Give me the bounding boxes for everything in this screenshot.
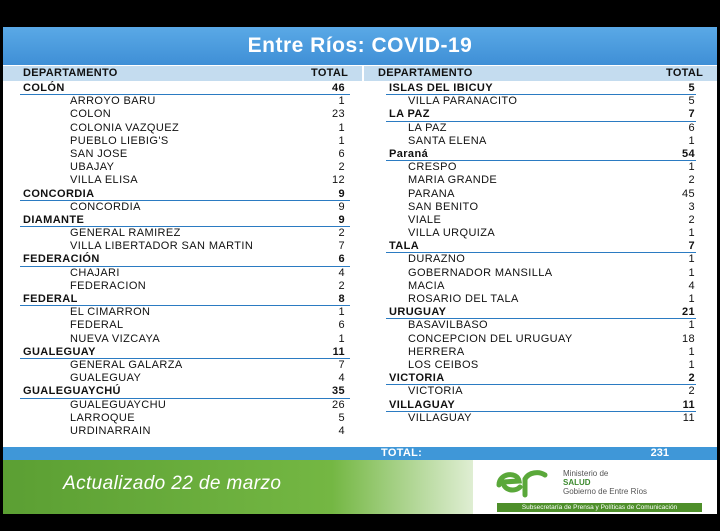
subsecretaria-bar (497, 503, 702, 512)
locality-name: GUALEGUAY (70, 372, 142, 385)
locality-name: HERRERA (408, 345, 465, 358)
department-row (20, 293, 350, 306)
case-count: 6 (338, 319, 345, 332)
locality-row (20, 95, 350, 108)
locality-row (20, 174, 350, 187)
department-row (20, 346, 350, 359)
locality-name: CRESPO (408, 161, 457, 174)
case-count: 5 (338, 411, 345, 424)
department-name: GUALEGUAYCHÚ (23, 385, 121, 398)
department-row (386, 108, 696, 121)
locality-row (20, 122, 350, 135)
locality-row (386, 122, 696, 135)
case-count: 11 (682, 398, 695, 411)
locality-name: VILLA URQUIZA (408, 227, 496, 240)
locality-name: MACIA (408, 279, 445, 292)
case-count: 54 (681, 147, 695, 160)
case-count: 7 (338, 240, 345, 253)
locality-name: FEDERACION (70, 279, 147, 292)
department-row (20, 214, 350, 227)
case-count: 6 (338, 253, 345, 266)
department-name: DIAMANTE (23, 213, 85, 226)
locality-row (20, 108, 350, 121)
case-count: 1 (338, 134, 345, 147)
updated-date: Actualizado 22 de marzo (63, 473, 282, 494)
header-departamento-right: DEPARTAMENTO (378, 67, 473, 79)
case-count: 23 (331, 108, 345, 121)
case-count: 2 (688, 213, 695, 226)
locality-row (20, 267, 350, 280)
salud-label: SALUD (563, 478, 591, 487)
department-row (20, 385, 350, 398)
case-count: 9 (338, 213, 345, 226)
case-count: 18 (681, 332, 695, 345)
department-row (386, 399, 696, 412)
locality-row (386, 227, 696, 240)
case-count: 2 (338, 279, 345, 292)
locality-name: LARROQUE (70, 411, 135, 424)
locality-name: URDINARRAIN (70, 424, 151, 437)
department-row (386, 148, 696, 161)
department-name: ISLAS DEL IBICUY (389, 82, 493, 94)
case-count: 12 (331, 174, 345, 187)
locality-row (386, 333, 696, 346)
department-name: URUGUAY (389, 306, 447, 319)
page-title: Entre Ríos: COVID-19 (247, 34, 473, 57)
locality-row (20, 135, 350, 148)
gobierno-label: Gobierno de Entre Ríos (563, 487, 648, 496)
case-count: 4 (688, 279, 695, 292)
case-count: 6 (338, 147, 345, 160)
case-count: 9 (338, 200, 345, 213)
footer (3, 460, 717, 514)
case-count: 46 (331, 82, 345, 94)
case-count: 2 (688, 385, 695, 398)
locality-row (20, 240, 350, 253)
locality-row (386, 188, 696, 201)
locality-row (20, 359, 350, 372)
department-name: Paraná (389, 147, 429, 160)
locality-row (386, 293, 696, 306)
case-count: 4 (338, 372, 345, 385)
locality-row (20, 161, 350, 174)
case-count: 1 (338, 95, 345, 108)
subsecretaria-text: Subsecretaría de Prensa y Políticas de Comunicación (521, 504, 678, 511)
header-departamento-left: DEPARTAMENTO (23, 67, 118, 79)
locality-row (20, 306, 350, 319)
case-count: 2 (688, 174, 695, 187)
locality-row (386, 346, 696, 359)
left-table (20, 82, 350, 438)
locality-name: LOS CEIBOS (408, 358, 479, 371)
case-count: 26 (331, 398, 345, 411)
locality-name: UBAJAY (70, 161, 115, 174)
locality-name: GUALEGUAYCHU (70, 398, 167, 411)
locality-row (20, 319, 350, 332)
case-count: 7 (688, 240, 695, 253)
department-row (20, 253, 350, 266)
locality-name: COLON (70, 108, 112, 121)
footer-banner (3, 460, 473, 514)
department-name: VILLAGUAY (389, 398, 456, 411)
case-count: 11 (332, 345, 345, 358)
locality-name: ARROYO BARU (70, 95, 156, 108)
locality-name: NUEVA VIZCAYA (70, 332, 161, 345)
case-count: 1 (338, 121, 345, 134)
ministry-text (563, 469, 647, 496)
locality-name: GOBERNADOR MANSILLA (408, 266, 553, 279)
department-row (20, 82, 350, 95)
locality-row (20, 201, 350, 214)
department-name: VICTORIA (389, 372, 445, 385)
locality-name: COLONIA VAZQUEZ (70, 121, 180, 134)
case-count: 1 (688, 358, 695, 371)
locality-name: DURAZNO (408, 253, 466, 266)
case-count: 5 (688, 95, 695, 108)
case-count: 4 (338, 266, 345, 279)
locality-name: VILLAGUAY (408, 411, 472, 424)
case-count: 35 (331, 385, 345, 398)
department-name: FEDERAL (23, 293, 78, 305)
locality-name: CHAJARI (70, 266, 120, 279)
case-count: 2 (338, 227, 345, 240)
case-count: 1 (688, 227, 695, 240)
case-count: 1 (688, 345, 695, 358)
locality-row (386, 201, 696, 214)
case-count: 1 (688, 266, 695, 279)
locality-row (386, 319, 696, 332)
department-row (386, 82, 696, 95)
locality-name: LA PAZ (408, 121, 447, 134)
locality-row (20, 399, 350, 412)
case-count: 2 (338, 161, 345, 174)
department-row (20, 188, 350, 201)
locality-name: FEDERAL (70, 319, 124, 332)
department-row (386, 306, 696, 319)
right-header-row (364, 66, 717, 81)
locality-name: PARANA (408, 187, 455, 200)
locality-name: VICTORIA (408, 385, 463, 398)
locality-name: VIALE (408, 213, 442, 226)
case-count: 1 (338, 332, 345, 345)
locality-row (20, 280, 350, 293)
case-count: 1 (688, 161, 695, 174)
locality-name: EL CIMARRON (70, 306, 151, 319)
department-name: CONCORDIA (23, 187, 95, 200)
locality-row (386, 95, 696, 108)
case-count: 21 (681, 306, 695, 319)
case-count: 3 (688, 200, 695, 213)
locality-name: BASAVILBASO (408, 319, 489, 332)
locality-row (20, 227, 350, 240)
header-total-left: TOTAL (311, 67, 349, 79)
case-count: 4 (338, 424, 345, 437)
case-count: 45 (681, 187, 695, 200)
locality-row (386, 267, 696, 280)
locality-name: GENERAL GALARZA (70, 358, 183, 371)
locality-name: CONCEPCION DEL URUGUAY (408, 332, 573, 345)
ministerio-label: Ministerio de (563, 469, 609, 478)
er-logo-icon (495, 465, 551, 499)
locality-row (386, 253, 696, 266)
case-count: 8 (338, 293, 345, 305)
case-count: 1 (688, 293, 695, 305)
case-count: 2 (688, 372, 695, 385)
locality-row (20, 148, 350, 161)
case-count: 7 (688, 108, 695, 121)
case-count: 6 (688, 121, 695, 134)
locality-row (386, 214, 696, 227)
locality-row (386, 280, 696, 293)
locality-row (386, 385, 696, 398)
locality-row (386, 161, 696, 174)
locality-row (386, 174, 696, 187)
locality-row (20, 372, 350, 385)
case-count: 1 (688, 134, 695, 147)
department-name: LA PAZ (389, 108, 430, 121)
department-row (386, 240, 696, 253)
locality-name: SANTA ELENA (408, 134, 487, 147)
case-count: 11 (682, 411, 695, 424)
locality-name: GENERAL RAMIREZ (70, 227, 181, 240)
locality-row (20, 425, 350, 438)
locality-row (386, 412, 696, 425)
right-table (386, 82, 696, 425)
header-total-right: TOTAL (666, 67, 704, 79)
locality-name: VILLA LIBERTADOR SAN MARTIN (70, 240, 254, 253)
total-value: 231 (650, 447, 669, 459)
case-count: 1 (688, 253, 695, 266)
department-name: COLÓN (23, 82, 65, 94)
locality-name: SAN JOSE (70, 147, 128, 160)
locality-name: VILLA ELISA (70, 174, 138, 187)
locality-row (386, 359, 696, 372)
locality-name: VILLA PARANACITO (408, 95, 518, 108)
case-count: 5 (688, 82, 695, 94)
locality-name: PUEBLO LIEBIG'S (70, 134, 169, 147)
department-name: TALA (389, 240, 420, 253)
case-count: 9 (338, 187, 345, 200)
department-row (386, 372, 696, 385)
case-count: 1 (688, 319, 695, 332)
locality-name: SAN BENITO (408, 200, 479, 213)
department-name: FEDERACIÓN (23, 253, 100, 266)
locality-row (386, 135, 696, 148)
covid-report-card (3, 27, 717, 514)
total-label: TOTAL: (381, 447, 423, 459)
locality-row (20, 333, 350, 346)
locality-name: CONCORDIA (70, 200, 141, 213)
case-count: 7 (338, 358, 345, 371)
locality-name: MARIA GRANDE (408, 174, 498, 187)
locality-row (20, 412, 350, 425)
locality-name: ROSARIO DEL TALA (408, 293, 519, 305)
department-name: GUALEGUAY (23, 345, 96, 358)
case-count: 1 (338, 306, 345, 319)
left-header-row (3, 66, 362, 81)
